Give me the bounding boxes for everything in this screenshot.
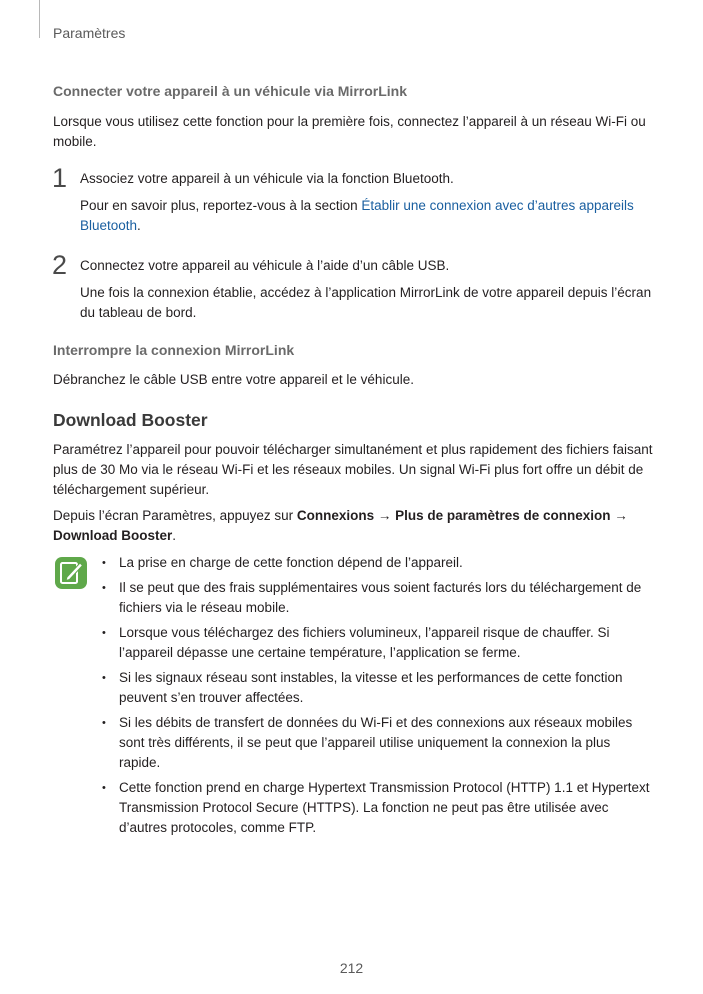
path-arrow-2: → [610, 508, 628, 523]
mirrorlink-heading: Connecter votre appareil à un véhicule via MirrorLink [53, 83, 407, 99]
path-connexions: Connexions [296, 508, 375, 523]
download-booster-description: Paramétrez l’appareil pour pouvoir télécharger simultanément et plus rapidement des fichiers faisant plus de 30 Mo via le réseau Wi-Fi et les réseaux mobiles. Un signal Wi-Fi plus fort offre un débit de téléchargement supérieur. [53, 442, 653, 497]
download-booster-path [53, 506, 653, 546]
step-1-detail-suffix: . [137, 218, 141, 233]
interrupt-heading: Interrompre la connexion MirrorLink [53, 342, 295, 358]
note-bullet-text: Si les débits de transfert de données du Wi-Fi et des connexions aux réseaux mobiles sont très différents, il se peut que l’appareil utilise uniquement la connexion la plus rapide. [119, 715, 633, 770]
bluetooth-section-link[interactable]: Établir une connexion avec d’autres appareils Bluetooth [80, 198, 634, 233]
note-bullet-item [102, 623, 654, 663]
note-bullet-list [102, 553, 654, 843]
bullet-dot: • [102, 557, 106, 569]
download-booster-heading: Download Booster [53, 410, 208, 430]
bullet-dot: • [102, 582, 106, 594]
bullet-dot: • [102, 782, 106, 794]
header-divider [39, 0, 40, 38]
bullet-dot: • [102, 672, 106, 684]
path-suffix: . [172, 528, 177, 543]
step-1-detail [80, 196, 652, 236]
note-bullet-item [102, 578, 654, 618]
path-arrow-1: → [374, 508, 396, 523]
note-bullet-text: La prise en charge de cette fonction dépend de l’appareil. [119, 555, 463, 570]
step-1-text: Associez votre appareil à un véhicule via la fonction Bluetooth. [80, 171, 454, 186]
step-1-number: 1 [52, 163, 68, 193]
note-pencil-icon [55, 557, 87, 589]
mirrorlink-intro: Lorsque vous utilisez cette fonction pour la première fois, connectez l’appareil à un réseau Wi-Fi ou mobile. [53, 114, 646, 149]
path-download-booster: Download Booster [53, 528, 173, 543]
bullet-dot: • [102, 717, 106, 729]
note-bullet-item [102, 713, 654, 773]
note-bullet-item [102, 778, 654, 838]
page-number: 212 [339, 960, 364, 976]
step-2-text: Connectez votre appareil au véhicule à l’aide d’un câble USB. [80, 258, 450, 273]
step-1-detail-prefix: Pour en savoir plus, reportez-vous à la section [80, 198, 362, 213]
note-bullet-text: Cette fonction prend en charge Hypertext Transmission Protocol (HTTP) 1.1 et Hypertext Transmission Protocol Secure (HTTPS). La fonction ne peut pas être utilisée avec d’autres protocoles, comme FTP. [119, 780, 650, 835]
note-bullet-item [102, 668, 654, 708]
path-prefix: Depuis l’écran Paramètres, appuyez sur [53, 508, 297, 523]
page-header-title: Paramètres [53, 25, 126, 41]
interrupt-text: Débranchez le câble USB entre votre appareil et le véhicule. [53, 372, 414, 387]
note-bullet-text: Si les signaux réseau sont instables, la vitesse et les performances de cette fonction peuvent s’en trouver affectées. [119, 670, 623, 705]
path-more-settings: Plus de paramètres de connexion [395, 508, 611, 523]
note-bullet-item [102, 553, 654, 573]
step-2-number: 2 [52, 250, 68, 280]
bullet-dot: • [102, 627, 106, 639]
note-bullet-text: Lorsque vous téléchargez des fichiers volumineux, l’appareil risque de chauffer. Si l’appareil dépasse une certaine température, l’application se ferme. [119, 625, 610, 660]
note-bullet-text: Il se peut que des frais supplémentaires vous soient facturés lors du téléchargement de fichiers via le réseau mobile. [119, 580, 642, 615]
step-2-detail: Une fois la connexion établie, accédez à l’application MirrorLink de votre appareil depuis l’écran du tableau de bord. [80, 285, 652, 320]
